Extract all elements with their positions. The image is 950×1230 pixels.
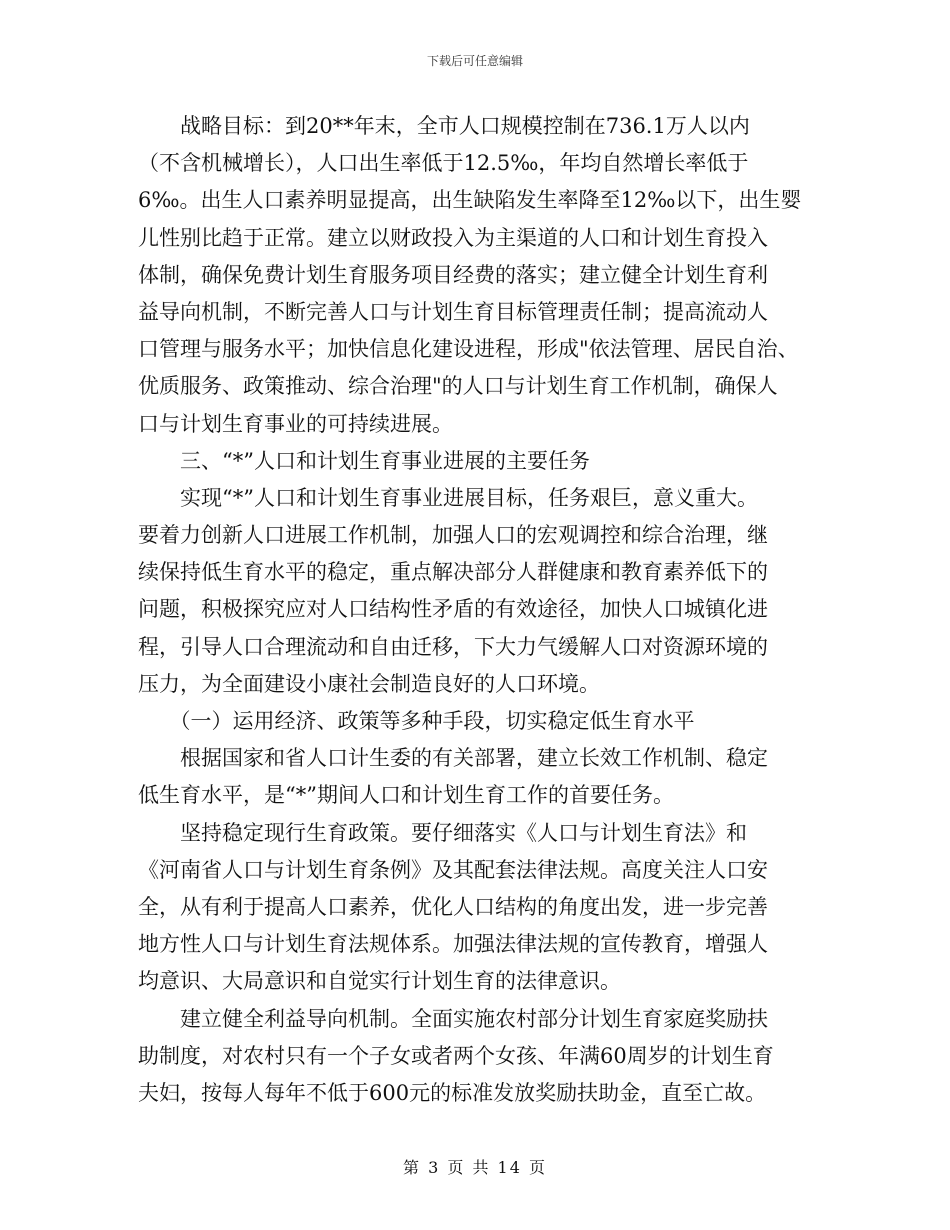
body-line: 地方性人口与计划生育法规体系。加强法律法规的宣传教育，增强人 [138,932,768,957]
body-line: 建立健全利益导向机制。全面实施农村部分计划生育家庭奖励扶 [138,1006,768,1031]
body-line: 《河南省人口与计划生育条例》及其配套法律法规。高度关注人口安 [138,857,768,882]
body-line: 低生育水平，是“*”期间人口和计划生育工作的首要任务。 [138,783,674,808]
body-line: 程，引导人口合理流动和自由迁移，下大力气缓解人口对资源环境的 [138,634,768,659]
page-footer: 第 3 页 共 14 页 [403,1158,547,1177]
body-line: 战略目标：到20**年末，全市人口规模控制在736.1万人以内 [138,114,750,138]
page-header: 下载后可任意编辑 [426,54,523,68]
body-line: 问题，积极探究应对人口结构性矛盾的有效途径，加快人口城镇化进 [138,597,768,622]
subsection-heading: （一）运用经济、政策等多种手段，切实稳定低生育水平 [138,709,695,733]
body-line: 体制，确保免费计划生育服务项目经费的落实；建立健全计划生育利 [138,262,768,287]
body-line: 要着力创新人口进展工作机制，加强人口的宏观调控和综合治理，继 [138,523,768,548]
body-line: 优质服务、政策推动、综合治理"的人口与计划生育工作机制，确保人 [138,374,778,399]
body-line: 口管理与服务水平；加快信息化建设进程，形成"依法管理、居民自治、 [138,337,799,362]
body-line: 夫妇，按每人每年不低于600元的标准发放奖励扶助金，直至亡故。 [138,1080,767,1105]
body-line: 口与计划生育事业的可持续进展。 [138,411,453,436]
body-line: 儿性别比趋于正常。建立以财政投入为主渠道的人口和计划生育投入 [138,225,768,250]
body-line: 根据国家和省人口计生委的有关部署，建立长效工作机制、稳定 [138,746,768,771]
body-line: 均意识、大局意识和自觉实行计划生育的法律意识。 [138,969,621,994]
body-line: 压力，为全面建设小康社会制造良好的人口环境。 [138,671,600,696]
body-line: 实现“*”人口和计划生育事业进展目标，任务艰巨，意义重大。 [138,485,758,510]
body-line: 全，从有利于提高人口素养，优化人口结构的角度出发，进一步完善 [138,894,768,919]
body-line: 助制度，对农村只有一个子女或者两个女孩、年满60周岁的计划生育 [138,1043,774,1068]
document-body [138,108,818,1112]
body-line: （不含机械增长），人口出生率低于12.5‰，年均自然增长率低于 [138,151,749,176]
section-heading: 三、“*”人口和计划生育事业进展的主要任务 [138,448,590,473]
body-line: 6‰。出生人口素养明显提高，出生缺陷发生率降至12‰以下，出生婴 [138,188,802,213]
body-line: 坚持稳定现行生育政策。要仔细落实《人口与计划生育法》和 [138,820,747,845]
body-line: 续保持低生育水平的稳定，重点解决部分人群健康和教育素养低下的 [138,560,768,585]
body-line: 益导向机制，不断完善人口与计划生育目标管理责任制；提高流动人 [138,299,768,324]
